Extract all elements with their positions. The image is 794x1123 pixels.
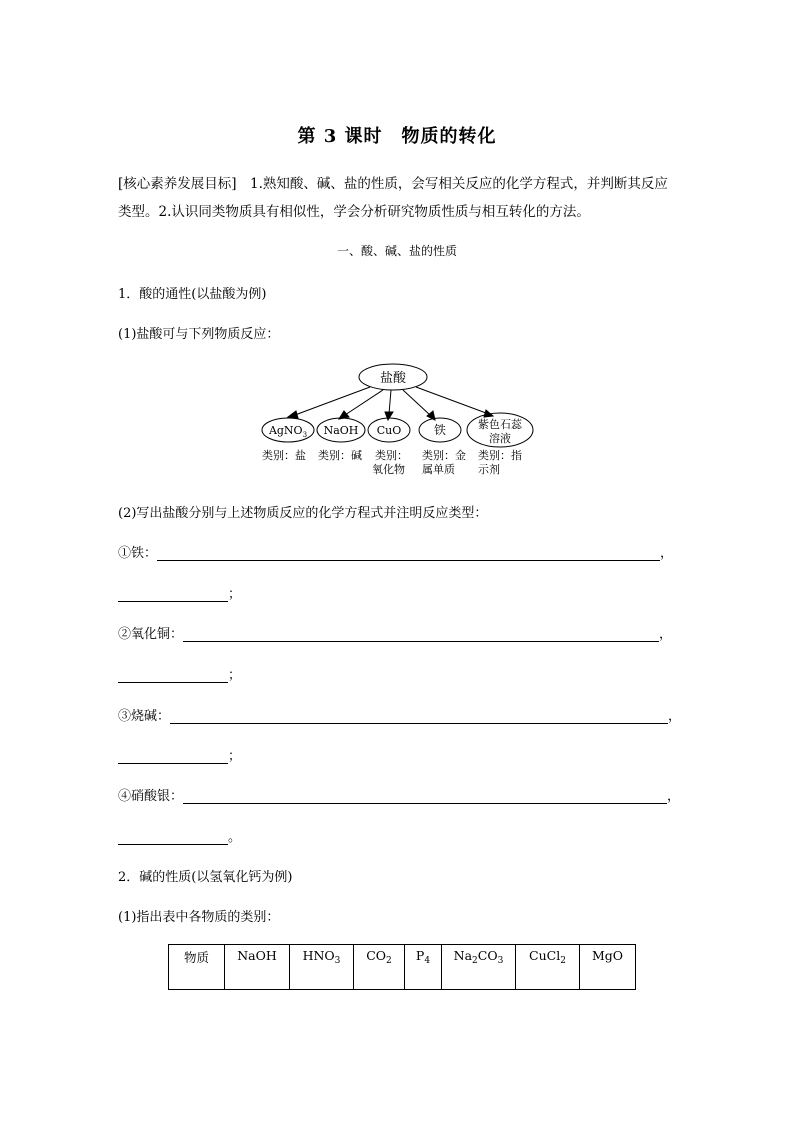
category-naoh: 类别：碱 xyxy=(318,449,362,462)
blank-period: 。 xyxy=(228,830,242,845)
answer-blank-silver-nitrate[interactable] xyxy=(183,789,667,804)
table-cell-co2: $CO_2$ xyxy=(354,945,405,990)
blank-comma: ， xyxy=(660,546,674,561)
table-cell-hno3: $HNO_3$ xyxy=(290,945,354,990)
blank-row-silver-nitrate xyxy=(118,785,680,804)
litmus-label-1: 紫色石蕊 xyxy=(478,418,522,431)
blank-row-silver-nitrate-type xyxy=(118,826,241,845)
core-goals-line-1: [核心素养发展目标] 1.熟知酸、碱、盐的性质，会写相关反应的化学方程式，并判断其反应 xyxy=(118,176,668,192)
iron-label: 铁 xyxy=(433,423,447,437)
agno3-label: AgNO$_3$ xyxy=(268,424,308,439)
category-cuo-2: 氧化物 xyxy=(372,463,405,476)
table-cell-mgo: MgO xyxy=(580,945,636,990)
table-row xyxy=(169,945,636,990)
answer-blank-copper-oxide[interactable] xyxy=(183,627,659,642)
category-cuo-1: 类别： xyxy=(375,449,408,462)
answer-blank-iron[interactable] xyxy=(157,546,660,561)
answer-blank-silver-nitrate-type[interactable] xyxy=(118,830,228,845)
blank-semicolon: ； xyxy=(228,668,242,683)
naoh-label: NaOH xyxy=(323,424,359,437)
litmus-label-2: 溶液 xyxy=(489,432,511,445)
core-goals-line-2: 类型。2.认识同类物质具有相似性，学会分析研究物质性质与相互转化的方法。 xyxy=(118,204,590,220)
blank-row-caustic-soda-type xyxy=(118,745,241,764)
item-2-heading: 2．碱的性质(以氢氧化钙为例) xyxy=(118,870,293,885)
substance-category-table xyxy=(168,944,636,990)
blank-semicolon: ； xyxy=(228,587,242,602)
category-labels xyxy=(262,448,522,476)
blank-semicolon: ； xyxy=(228,749,242,764)
table-header-cell: 物质 xyxy=(169,945,225,990)
table-cell-p4: $P_4$ xyxy=(405,945,442,990)
blank-row-iron xyxy=(118,542,673,561)
category-iron-2: 属单质 xyxy=(422,463,455,476)
item-2-sub-1: (1)指出表中各物质的类别： xyxy=(118,910,280,925)
blank-label-copper-oxide: ②氧化铜： xyxy=(118,627,184,642)
category-litmus-1: 类别：指 xyxy=(478,449,522,462)
reaction-arrows xyxy=(288,387,493,420)
answer-blank-copper-oxide-type[interactable] xyxy=(118,668,228,683)
section-heading: 一、酸、碱、盐的性质 xyxy=(336,244,457,258)
center-node-label: 盐酸 xyxy=(379,371,407,386)
item-1-heading: 1．酸的通性(以盐酸为例) xyxy=(118,287,267,302)
blank-label-iron: ①铁： xyxy=(118,546,158,561)
blank-label-caustic-soda: ③烧碱： xyxy=(118,709,171,724)
cuo-label: CuO xyxy=(376,424,402,437)
blank-comma: ， xyxy=(667,789,681,804)
blank-comma: ， xyxy=(668,709,682,724)
answer-blank-iron-type[interactable] xyxy=(118,587,228,602)
answer-blank-caustic-soda[interactable] xyxy=(170,709,668,724)
category-iron-1: 类别：金 xyxy=(422,449,466,462)
blank-row-iron-type xyxy=(118,583,241,602)
blank-label-silver-nitrate: ④硝酸银： xyxy=(118,789,184,804)
blank-comma: ， xyxy=(659,627,673,642)
answer-blank-caustic-soda-type[interactable] xyxy=(118,749,228,764)
table-cell-na2co3: $Na_2CO_3$ xyxy=(442,945,516,990)
hydrochloric-acid-reaction-diagram xyxy=(250,357,550,479)
blank-row-copper-oxide xyxy=(118,623,672,642)
category-litmus-2: 示剂 xyxy=(478,463,500,476)
table-cell-cucl2: CuCl$_2$ xyxy=(516,945,580,990)
blank-row-caustic-soda xyxy=(118,705,681,724)
blank-row-copper-oxide-type xyxy=(118,664,241,683)
page-title: 第 3 课时 物质的转化 xyxy=(297,126,497,147)
table-cell-naoh: NaOH xyxy=(225,945,290,990)
item-1-sub-2: (2)写出盐酸分别与上述物质反应的化学方程式并注明反应类型： xyxy=(118,506,488,521)
category-agno3: 类别：盐 xyxy=(262,449,306,462)
item-1-sub-1: (1)盐酸可与下列物质反应： xyxy=(118,327,280,342)
